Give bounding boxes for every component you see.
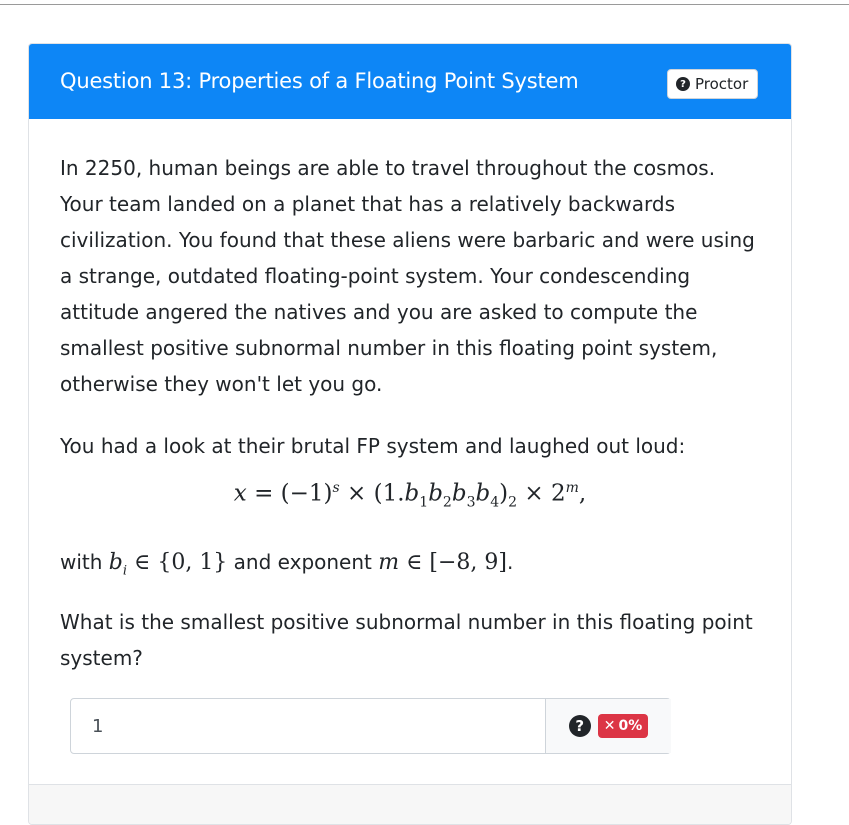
floating-point-formula: $x = (-1)^s \times (1.b_1b_2b_3b_4)_2 \times 2^m$, — [233, 480, 587, 511]
question-paragraph-intro: You had a look at their brutal FP system and laughed out loud: — [60, 434, 686, 458]
constraint-prefix: with — [60, 550, 103, 574]
question-circle-icon: ? — [676, 77, 690, 91]
question-title: Question 13: Properties of a Floating Point System — [60, 69, 579, 93]
score-badge — [598, 714, 649, 738]
x-icon: ✕ — [603, 718, 616, 734]
bit-constraint-math: $b_i$ ∈ {0, 1} — [108, 550, 228, 579]
question-circle-icon[interactable]: ? — [569, 715, 591, 737]
answer-input-group — [70, 698, 671, 754]
exponent-range-math: m ∈ [−8, 9] — [378, 550, 507, 575]
proctor-label: Proctor — [695, 75, 749, 93]
answer-input[interactable] — [71, 699, 545, 753]
question-paragraph-story: In 2250, human beings are able to travel throughout the cosmos. Your team landed on a planet that has a relatively backwards civilization. You found that these aliens were barbaric and were using a strange, outdated floating-point system. Your condescending attitude angered the natives and you are asked to compute the smallest positive subnormal number in this floating point system, otherwise they won't let you go. — [60, 156, 755, 396]
top-divider — [0, 4, 849, 5]
question-card — [28, 43, 792, 825]
answer-addon — [545, 699, 671, 753]
score-label: 0% — [618, 718, 643, 734]
proctor-button[interactable] — [667, 69, 758, 99]
question-header — [29, 44, 791, 119]
question-prompt: What is the smallest positive subnormal number in this floating point system? — [60, 610, 753, 670]
constraint-line: with $b_i$ ∈ {0, 1} and exponent m ∈ [−8, 9]. — [60, 550, 514, 579]
constraint-middle: and exponent — [233, 550, 372, 574]
